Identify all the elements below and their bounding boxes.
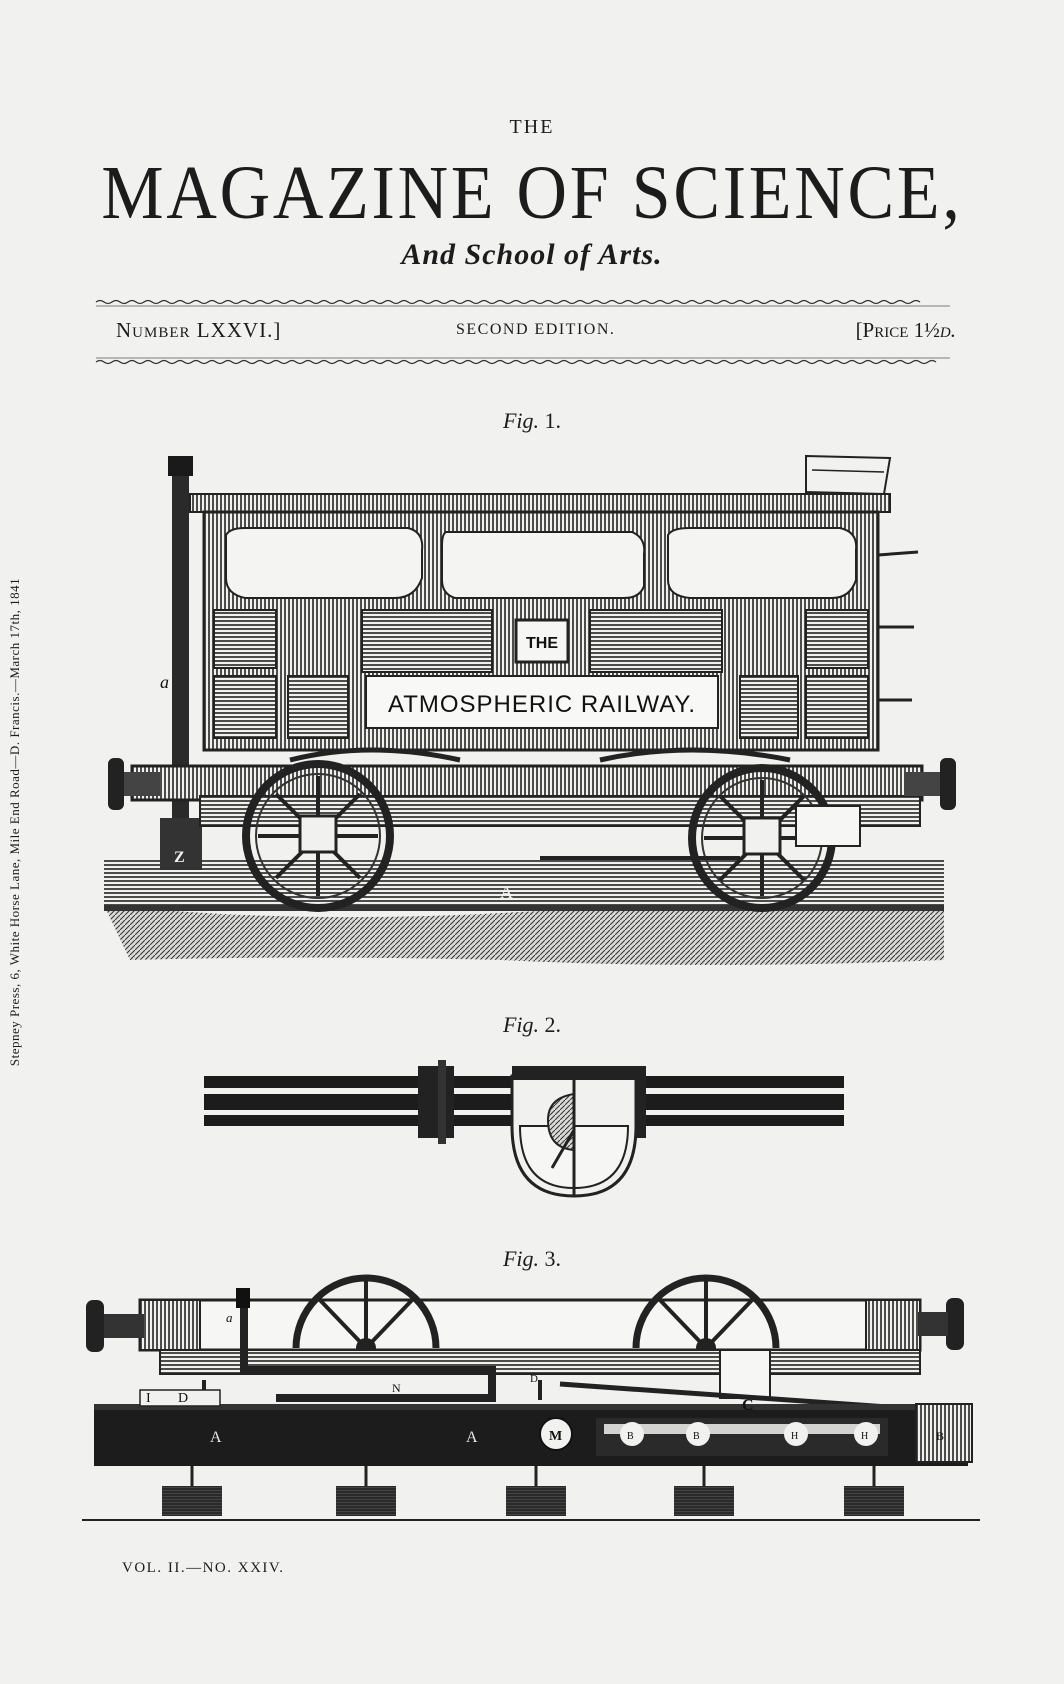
fig1-caption-label: Fig. [502, 408, 540, 433]
fig3-label-H-1: H [791, 1431, 799, 1442]
magazine-title: MAGAZINE OF SCIENCE, [101, 151, 963, 235]
fig3-label-H-2: H [861, 1431, 869, 1442]
fig1-label-a: a [160, 672, 169, 692]
masthead-the: THE [509, 116, 555, 138]
fig3-caption-number: 3. [544, 1246, 562, 1271]
fig1-caption [0, 408, 1064, 434]
fig3-label-a: a [226, 1310, 233, 1325]
magazine-subtitle: And School of Arts. [401, 238, 663, 271]
fig3-label-C: C [742, 1397, 754, 1414]
fig1-label-A: A [500, 882, 513, 902]
volume-number: VOL. II.—NO. XXIV. [122, 1560, 285, 1576]
fig2-caption-number: 2. [544, 1012, 562, 1037]
plaque-the: THE [526, 635, 558, 652]
fig3-label-D-1: D [178, 1391, 189, 1406]
wavy-rule-bottom [96, 361, 936, 364]
fig1-caption-number: 1. [544, 408, 562, 433]
fig3-label-B-3: B [936, 1429, 945, 1443]
fig3-label-D-2: D [530, 1373, 538, 1385]
printer-imprint: Stepney Press, 6, White Horse Lane, Mile End Road—D. Francis.—March 17th, 1841 [7, 577, 22, 1067]
price-fraction: ½ [924, 318, 940, 342]
price-suffix: d. [939, 318, 956, 342]
fig3-label-N: N [392, 1381, 401, 1395]
price [856, 318, 956, 343]
fig1-carriage-illustration [104, 456, 956, 965]
fig2-caption-label: Fig. [502, 1012, 540, 1037]
fig1-label-z: Z [174, 849, 185, 866]
fig3-label-I: I [146, 1391, 151, 1406]
fig3-label-M: M [549, 1429, 563, 1444]
issue-number: Number LXXVI.] [116, 318, 282, 342]
fig3-caption-label: Fig. [502, 1246, 540, 1271]
issue-info-line [116, 318, 956, 348]
price-prefix: [Price 1 [855, 318, 925, 342]
fig3-label-B-2: B [693, 1431, 700, 1442]
wavy-rule-top [96, 301, 920, 304]
fig2-caption [0, 1012, 1064, 1038]
fig3-label-A-2: A [466, 1429, 478, 1446]
fig3-caption [0, 1246, 1064, 1272]
edition-label: SECOND EDITION. [456, 321, 616, 338]
fig3-piston-illustration [82, 1278, 980, 1520]
plaque-atmospheric-railway: ATMOSPHERIC RAILWAY. [387, 691, 697, 718]
fig3-label-A-1: A [210, 1429, 222, 1446]
fig3-label-B-1: B [627, 1431, 634, 1442]
fig2-pipe-illustration [204, 1060, 844, 1196]
